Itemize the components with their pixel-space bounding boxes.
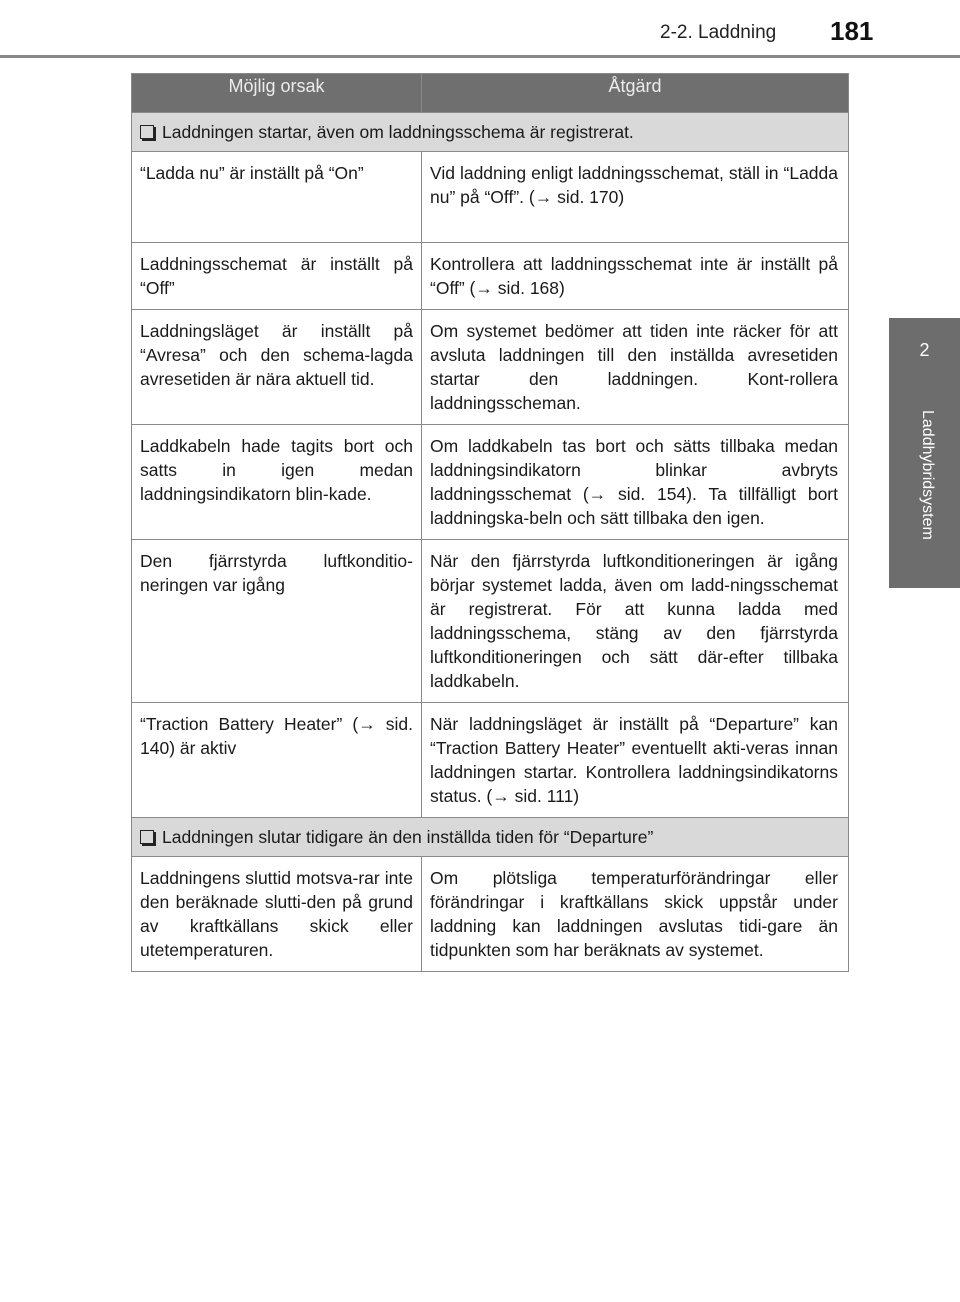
table-row <box>132 540 849 703</box>
section-row <box>132 818 849 857</box>
chapter-title: Laddhybridsystem <box>919 410 936 540</box>
section-title-2: Laddningen slutar tidigare än den inställda tiden för “Departure” <box>162 827 654 847</box>
section-title-1: Laddningen startar, även om laddningsschema är registrerat. <box>162 122 634 142</box>
action-cell: Om laddkabeln tas bort och sätts tillbaka medan laddningsindikatorn blinkar avbryts laddningsschemat (→ sid. 154). Ta tillfälligt bort laddningska-beln och sätt tillbaka den igen. <box>422 425 849 540</box>
cause-cell: Laddningens sluttid motsva-rar inte den beräknade slutti-den på grund av kraftkällans skick eller utetemperaturen. <box>132 857 422 972</box>
chapter-tab <box>889 318 960 588</box>
column-header-cause: Möjlig orsak <box>132 74 422 113</box>
table-row <box>132 703 849 818</box>
table-row <box>132 425 849 540</box>
checkbox-icon <box>140 125 154 139</box>
action-cell: Kontrollera att laddningsschemat inte är inställt på “Off” (→ sid. 168) <box>422 243 849 310</box>
troubleshooting-table <box>131 73 849 972</box>
cause-cell: “Ladda nu” är inställt på “On” <box>132 152 422 243</box>
action-cell: När den fjärrstyrda luftkonditioneringen är igång börjar systemet ladda, även om ladd-ningsschemat är registrerat. För att kunna ladda med laddningsschema, stäng av den fjärrstyrda luftkonditioneringen och sätt där-efter tillbaka laddkabeln. <box>422 540 849 703</box>
table-row <box>132 310 849 425</box>
table-row <box>132 243 849 310</box>
column-header-action: Åtgärd <box>422 74 849 113</box>
section-row <box>132 113 849 152</box>
section-title: 2-2. Laddning <box>660 22 777 43</box>
header-rule <box>0 55 960 58</box>
table-header-row <box>132 74 849 113</box>
cause-cell: Laddningsläget är inställt på “Avresa” och den schema-lagda avresetiden är nära aktuell tid. <box>132 310 422 425</box>
cause-cell: Laddningsschemat är inställt på “Off” <box>132 243 422 310</box>
cause-cell: “Traction Battery Heater” (→ sid. 140) är aktiv <box>132 703 422 818</box>
table-row <box>132 152 849 243</box>
cause-cell: Den fjärrstyrda luftkonditio-neringen var igång <box>132 540 422 703</box>
table-row <box>132 857 849 972</box>
page-number: 181 <box>830 16 874 46</box>
action-cell: När laddningsläget är inställt på “Departure” kan “Traction Battery Heater” eventuellt akti-veras innan laddningen startar. Kontrollera laddningsindikatorns status. (→ sid. 111) <box>422 703 849 818</box>
action-cell: Vid laddning enligt laddningsschemat, ställ in “Ladda nu” på “Off”. (→ sid. 170) <box>422 152 849 243</box>
action-cell: Om plötsliga temperaturförändringar eller förändringar i kraftkällans skick uppstår under laddning kan laddningen avslutas tidi-gare än tidpunkten som har beräknats av systemet. <box>422 857 849 972</box>
cause-cell: Laddkabeln hade tagits bort och satts in igen medan laddningsindikatorn blin-kade. <box>132 425 422 540</box>
chapter-number: 2 <box>919 340 930 360</box>
checkbox-icon <box>140 830 154 844</box>
action-cell: Om systemet bedömer att tiden inte räcker för att avsluta laddningen till den inställda avresetiden startar den laddningen. Kont-rollera laddningsscheman. <box>422 310 849 425</box>
